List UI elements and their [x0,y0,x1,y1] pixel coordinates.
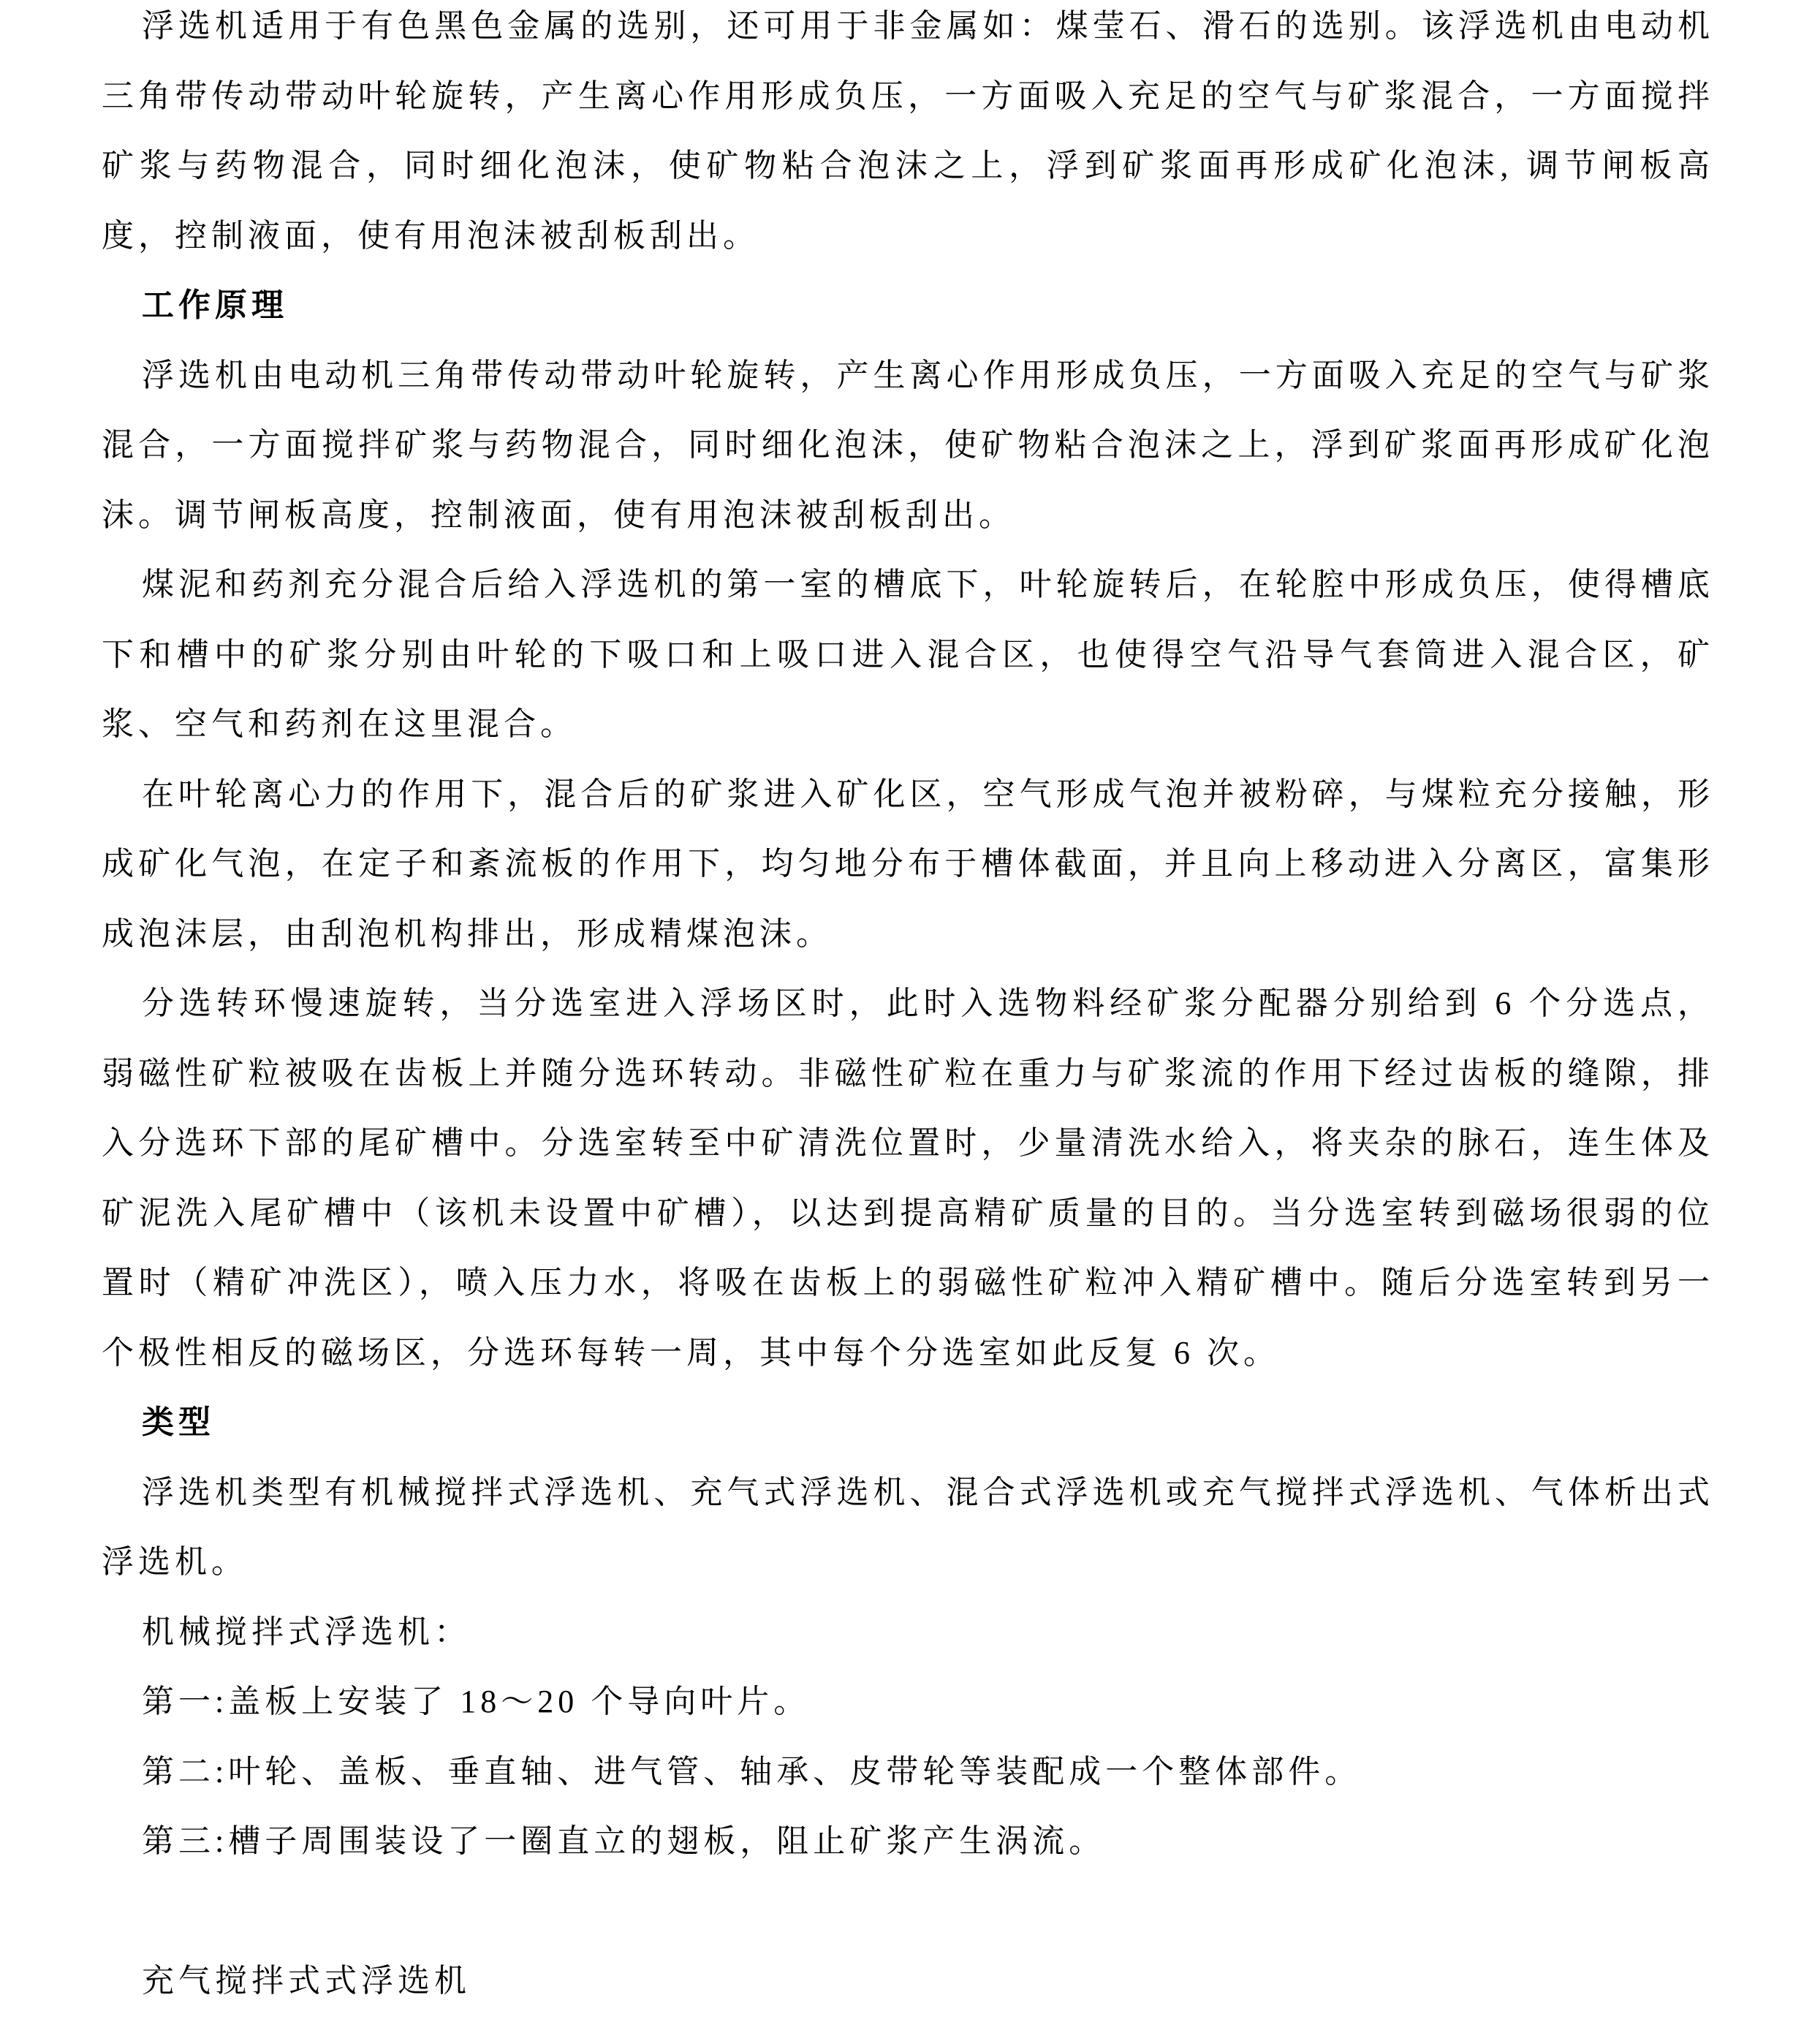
list-item-first: 第一:盖板上安装了 18～20 个导向叶片。 [142,1684,811,1719]
blank-line-spacer [102,1877,1714,1947]
paragraph-mineralization: 在叶轮离心力的作用下，混合后的矿浆进入矿化区，空气形成气泡并被粉碎，与煤粒充分接触，形成矿化气泡，在定子和紊流板的作用下，均匀地分布于槽体截面，并且向上移动进入分离区，富集形成泡沫层，由刮泡机构排出，形成精煤泡沫。 [102,776,1714,952]
paragraph-mechanical-agitation-title: 机械搅拌式浮选机： [142,1613,471,1650]
list-item-second: 第二:叶轮、盖板、垂直轴、进气管、轴承、皮带轮等装配成一个整体部件。 [142,1753,1362,1790]
document-body [102,0,1714,2016]
heading-working-principle: 工作原理 [142,287,288,323]
heading-types: 类型 [142,1404,215,1440]
list-item-third: 第三:槽子周围装设了一圈直立的翅板，阻止矿浆产生涡流。 [142,1823,1106,1859]
paragraph-aerated-agitation-title: 充气搅拌式式浮选机 [142,1963,471,1999]
paragraph-types-list: 浮选机类型有机械搅拌式浮选机、充气式浮选机、混合式浮选机或充气搅拌式浮选机、气体析出式浮选机。 [102,1474,1714,1580]
paragraph-sorting-ring: 分选转环慢速旋转，当分选室进入浮场区时，此时入选物料经矿浆分配器分别给到 6 个分选点，弱磁性矿粒被吸在齿板上并随分选环转动。非磁性矿粒在重力与矿浆流的作用下经过齿板的缝隙，排入分选环下部的尾矿槽中。分选室转至中矿清洗位置时，少量清洗水给入，将夹杂的脉石，连生体及矿泥洗入尾矿槽中（该机未设置中矿槽），以达到提高精矿质量的目的。当分选室转到磁场很弱的位置时（精矿冲洗区），喷入压力水，将吸在齿板上的弱磁性矿粒冲入精矿槽中。随后分选室转到另一个极性相反的磁场区，分选环每转一周，其中每个分选室如此反复 6 次。 [102,985,1714,1371]
paragraph-intro: 浮选机适用于有色黑色金属的选别，还可用于非金属如：煤莹石、滑石的选别。该浮选机由电动机三角带传动带动叶轮旋转，产生离心作用形成负压，一方面吸入充足的空气与矿浆混合，一方面搅拌矿浆与药物混合，同时细化泡沫，使矿物粘合泡沫之上，浮到矿浆面再形成矿化泡沫, 调节闸板高度，控制液面，使有用泡沫被刮板刮出。 [102,8,1714,254]
paragraph-feed-mixing: 煤泥和药剂充分混合后给入浮选机的第一室的槽底下，叶轮旋转后，在轮腔中形成负压，使得槽底下和槽中的矿浆分别由叶轮的下吸口和上吸口进入混合区，也使得空气沿导气套筒进入混合区，矿浆、空气和药剂在这里混合。 [102,567,1714,742]
paragraph-working-principle: 浮选机由电动机三角带传动带动叶轮旋转，产生离心作用形成负压，一方面吸入充足的空气与矿浆混合，一方面搅拌矿浆与药物混合，同时细化泡沫，使矿物粘合泡沫之上，浮到矿浆面再形成矿化泡沫。调节闸板高度，控制液面，使有用泡沫被刮板刮出。 [102,357,1714,533]
